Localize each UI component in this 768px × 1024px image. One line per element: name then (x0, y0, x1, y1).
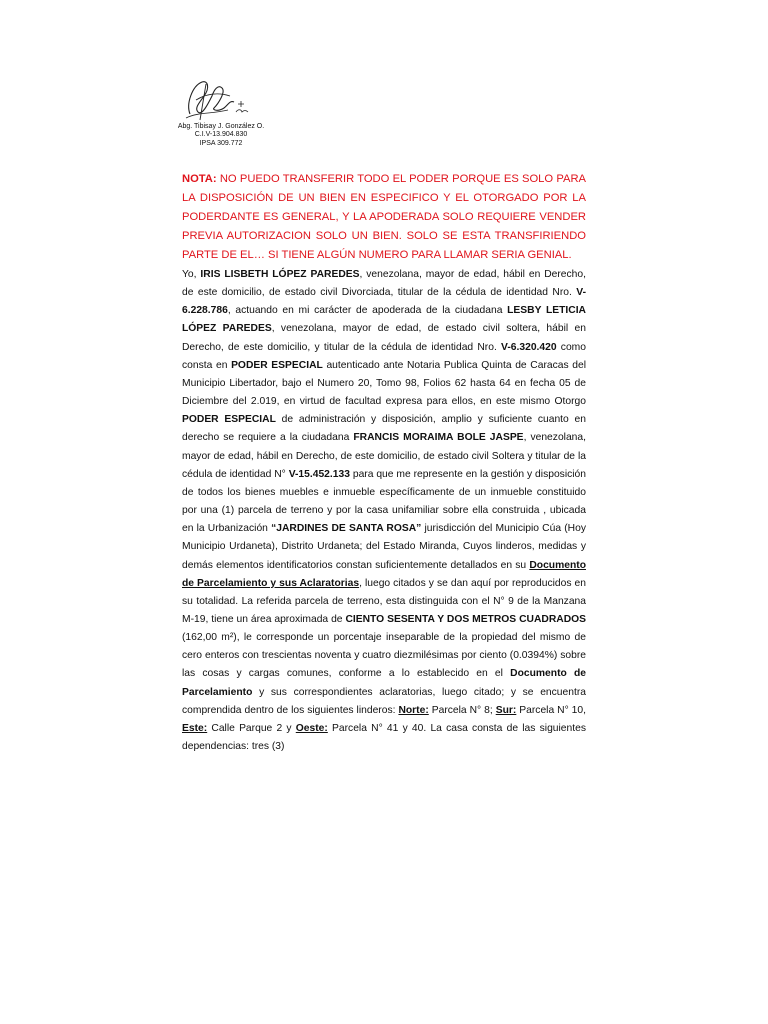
grantor-name: IRIS LISBETH LÓPEZ PAREDES (200, 269, 360, 280)
document-reference: Documento de Parcelamiento (182, 668, 587, 698)
note-label: NOTA: (182, 173, 217, 185)
document-reference: Documento de Parcelamiento y sus Aclaratorias (182, 559, 586, 589)
power-type: PODER ESPECIAL (231, 359, 323, 371)
handwritten-signature (178, 74, 258, 126)
note-paragraph (182, 170, 586, 265)
lawyer-ipsa: IPSA 309.772 (199, 139, 243, 147)
body-text: , actuando en mi carácter de apoderada de la ciudadana (227, 305, 508, 317)
body-text: jurisdicción del Municipio Cúa (Hoy Municipio Urdaneta), Distrito Urdaneta; del Estado Miranda, Cuyos linderos, medidas y demás elementos identificatorios constan suficientemente detallados en su (182, 523, 586, 571)
body-text: (162,00 m²), le corresponde un porcentaje inseparable de la propiedad del mismo de cero enteros con trescientas noventa y cuatro diezmilésimas por ciento (0.0394%) sobre las cosas y cargas comunes, conforme a lo establecido en el (182, 632, 586, 680)
body-text: , venezolana, mayor de edad, hábil en Derecho, de este domicilio, de estado civil Divorciada, titular de la cédula de identidad Nro. (182, 269, 586, 299)
boundary-west: Oeste: (295, 722, 328, 734)
power-type: PODER ESPECIAL (182, 414, 276, 426)
lawyer-name: Abg. Tibisay J. González O. (177, 123, 265, 130)
body-text: Calle Parque 2 y (207, 722, 296, 734)
principal-id: V-6.320.420 (501, 341, 557, 353)
attorney-id: V-15.452.133 (288, 468, 350, 480)
body-paragraph (182, 266, 586, 756)
body-text: Parcela N° 8; (428, 704, 496, 716)
attorney-name: FRANCIS MORAIMA BOLE JASPE (353, 432, 524, 444)
body-text: Parcela N° 41 y 40. La casa consta de las siguientes dependencias: tres (3) (182, 722, 586, 753)
principal-name: LESBY LETICIA LÓPEZ PAREDES (182, 305, 586, 335)
boundary-south: Sur: (495, 704, 517, 716)
body-text: de administración y disposición, amplio y suficiente cuanto en derecho se requiere a la ciudadana (182, 414, 586, 444)
body-text: y sus correspondientes aclaratorias, luego citado; y se encuentra comprendida dentro de los siguientes linderos: (182, 686, 586, 716)
area-description: CIENTO SESENTA Y DOS METROS CUADRADOS (345, 613, 587, 625)
body-text: autenticado ante Notaria Publica Quinta de Caracas del Municipio Libertador, bajo el Numero 20, Tomo 98, Folios 62 hasta 64 en fecha 05 de Diciembre del 2.019, en virtud de facultad expresa para ellos, en este mismo Otorgo (182, 359, 586, 408)
body-text: como consta en (182, 341, 586, 371)
body-text: Parcela N° 10, (516, 704, 586, 716)
boundary-north: Norte: (398, 704, 429, 716)
lawyer-stamp (166, 123, 276, 148)
body-text: para que me represente en la gestión y disposición de todos los bienes muebles e inmueble específicamente de un inmueble constituido por una (1) parcela de terreno y por la casa unifamiliar sobre ella construida , ubicada en la Urbanización (182, 468, 586, 535)
body-text: , venezolana, mayor de edad, hábil en Derecho, de este domicilio, de estado civil Soltera y titular de la cédula de identidad N° (182, 432, 586, 480)
note-text: NO PUEDO TRANSFERIR TODO EL PODER PORQUE ES SOLO PARA LA DISPOSICIÓN DE UN BIEN EN ESPECIFICO Y EL OTORGADO POR LA PODERDANTE ES GENERAL, Y LA APODERADA SOLO REQUIERE VENDER PREVIA AUTORIZACION SOLO UN BIEN. SOLO SE ESTA TRANSFIRIENDO PARTE DE EL… SI TIENE ALGÚN NUMERO PARA LLAMAR SERIA GENIAL. (182, 173, 586, 261)
body-text: , venezolana, mayor de edad, de estado civil soltera, hábil en Derecho, de este domicilio, y titular de la cédula de identidad Nro. (182, 323, 586, 353)
lawyer-ci: C.I.V-13.904.830 (194, 131, 248, 139)
urbanization-name: “JARDINES DE SANTA ROSA” (271, 523, 422, 535)
body-text: , luego citados y se dan aquí por reproducidos en su totalidad. La referida parcela de terreno, esta distinguida con el N° 9 de la Manzana M-19, tiene un área aproximada de (182, 577, 586, 625)
body-text: Yo, (182, 269, 201, 280)
boundary-east: Este: (182, 722, 208, 734)
grantor-id: V-6.228.786 (182, 287, 586, 317)
